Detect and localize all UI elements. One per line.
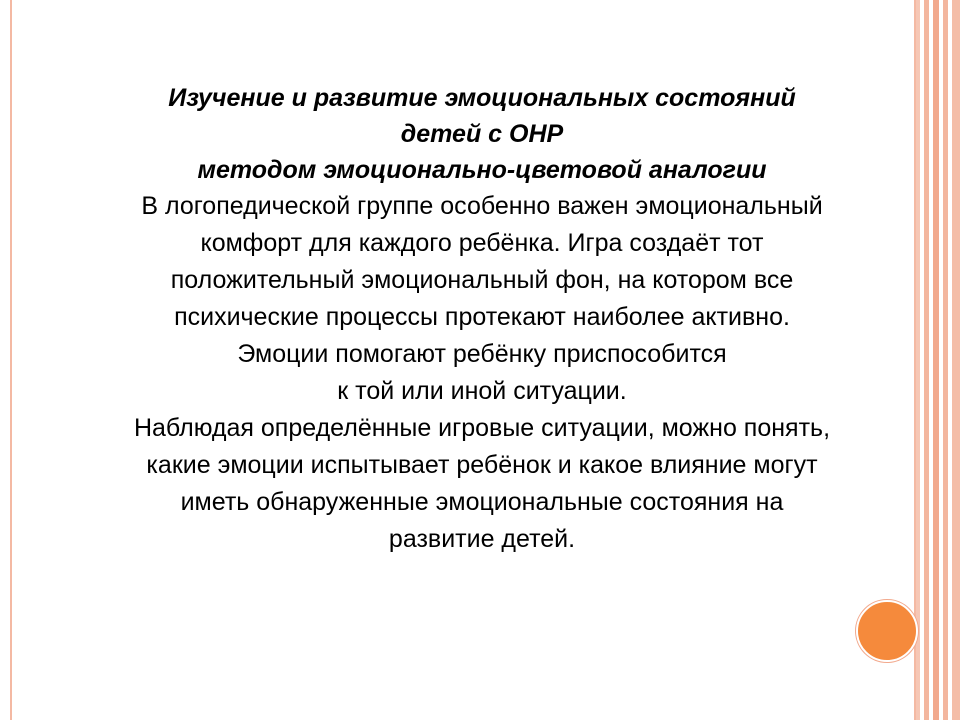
title-line: детей с ОНР bbox=[400, 120, 564, 148]
body-line: психические процессы протекают наиболее активно. bbox=[174, 303, 790, 331]
stripe bbox=[943, 0, 948, 720]
body-line: положительный эмоциональный фон, на котором все bbox=[170, 266, 794, 294]
body-line: какие эмоции испытывает ребёнок и какое влияние могут bbox=[146, 451, 818, 479]
slide-body bbox=[24, 188, 940, 558]
title-line: методом эмоционально-цветовой аналогии bbox=[197, 156, 767, 184]
decorative-circle bbox=[856, 600, 918, 662]
body-line: В логопедической группе особенно важен эмоциональный bbox=[141, 192, 823, 220]
body-line: комфорт для каждого ребёнка. Игра создаёт тот bbox=[200, 229, 764, 257]
body-line: развитие детей. bbox=[388, 525, 576, 553]
title-line: Изучение и развитие эмоциональных состояний bbox=[168, 84, 796, 112]
slide-content bbox=[24, 80, 940, 558]
stripe bbox=[952, 0, 960, 720]
slide-title bbox=[24, 80, 940, 188]
body-line: Наблюдая определённые игровые ситуации, можно понять, bbox=[133, 414, 831, 442]
body-line: Эмоции помогают ребёнку приспособится bbox=[237, 340, 727, 368]
body-line: иметь обнаруженные эмоциональные состояния на bbox=[180, 488, 784, 516]
body-line: к той или иной ситуации. bbox=[337, 377, 627, 405]
